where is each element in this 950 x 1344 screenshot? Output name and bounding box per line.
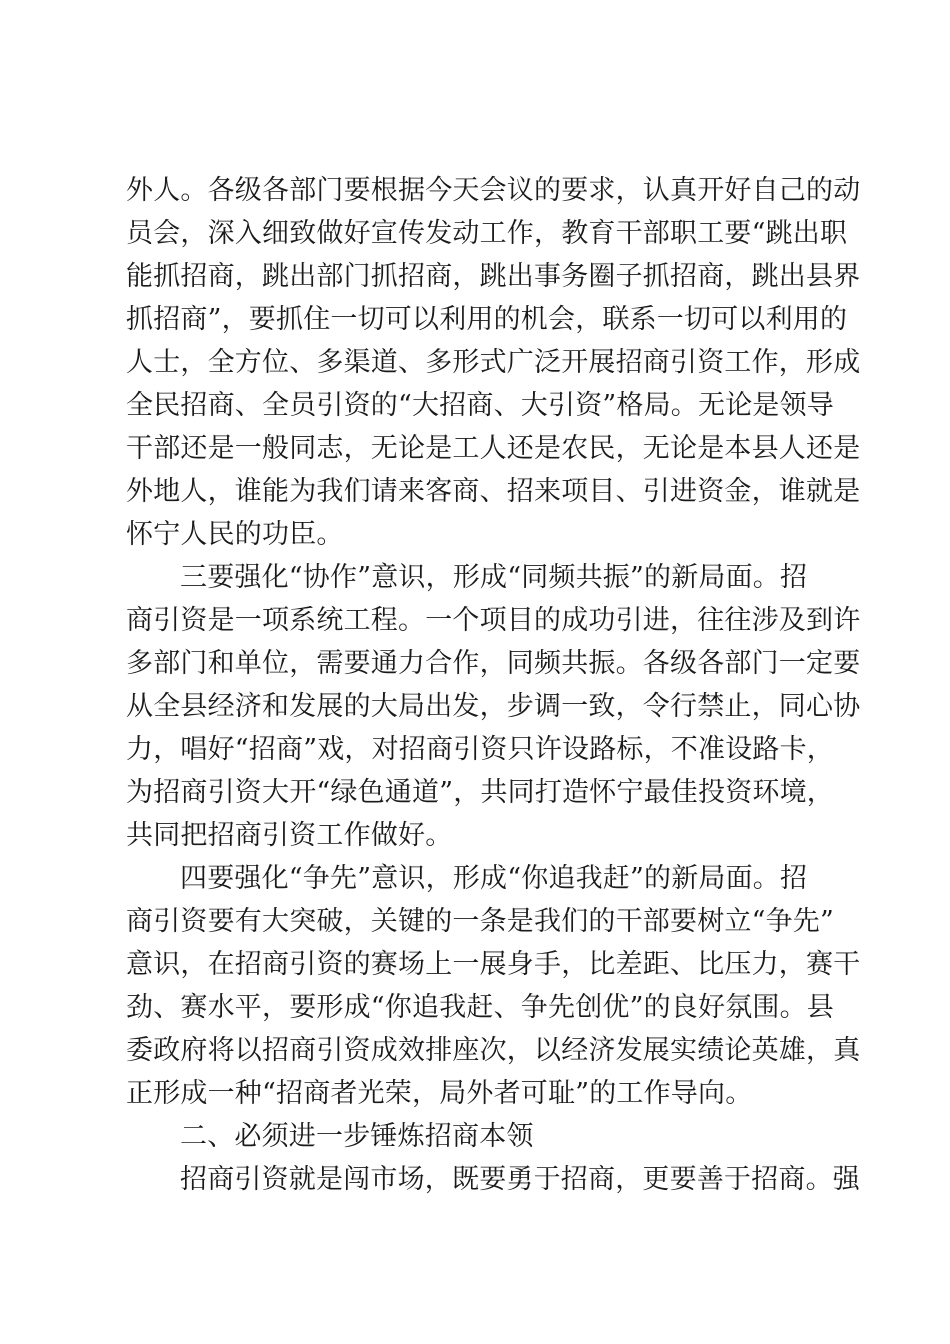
text-line: 干部还是一般同志，无论是工人还是农民，无论是本县人还是 [126, 433, 861, 464]
paragraph-start-line: 四要强化“争先”意识，形成“你追我赶”的新局面。招 [180, 863, 808, 894]
paragraph-start-line: 招商引资就是闯市场，既要勇于招商，更要善于招商。强 [180, 1164, 860, 1195]
paragraph-start-line: 三要强化“协作”意识，形成“同频共振”的新局面。招 [180, 562, 808, 593]
text-line: 劲、赛水平，要形成“你追我赶、争先创优”的良好氛围。县 [126, 992, 835, 1023]
text-line: 怀宁人民的功臣。 [126, 519, 344, 550]
text-line: 外人。各级各部门要根据今天会议的要求，认真开好自己的动 [126, 175, 861, 206]
text-line: 商引资是一项系统工程。一个项目的成功引进，往往涉及到许 [126, 605, 861, 636]
text-line: 从全县经济和发展的大局出发，步调一致，令行禁止，同心协 [126, 691, 861, 722]
text-line: 能抓招商，跳出部门抓招商，跳出事务圈子抓招商，跳出县界 [126, 261, 861, 292]
text-line: 意识，在招商引资的赛场上一展身手，比差距、比压力，赛干 [126, 949, 861, 980]
text-line: 委政府将以招商引资成效排座次，以经济发展实绩论英雄，真 [126, 1035, 861, 1066]
text-line: 商引资要有大突破，关键的一条是我们的干部要树立“争先” [126, 906, 835, 937]
text-line: 多部门和单位，需要通力合作，同频共振。各级各部门一定要 [126, 648, 861, 679]
text-line: 全民招商、全员引资的“大招商、大引资”格局。无论是领导 [126, 390, 835, 421]
text-line: 员会，深入细致做好宣传发动工作，教育干部职工要“跳出职 [126, 218, 848, 249]
text-line: 共同把招商引资工作做好。 [126, 820, 453, 851]
text-line: 力，唱好“招商”戏，对招商引资只许设路标，不准设路卡， [126, 734, 835, 765]
section-heading: 二、必须进一步锤炼招商本领 [180, 1121, 534, 1152]
text-line: 外地人，谁能为我们请来客商、招来项目、引进资金，谁就是 [126, 476, 861, 507]
text-line: 正形成一种“招商者光荣，局外者可耻”的工作导向。 [126, 1078, 753, 1109]
text-line: 抓招商”，要抓住一切可以利用的机会，联系一切可以利用的 [126, 304, 848, 335]
text-line: 人士，全方位、多渠道、多形式广泛开展招商引资工作，形成 [126, 347, 861, 378]
text-line: 为招商引资大开“绿色通道”，共同打造怀宁最佳投资环境， [126, 777, 835, 808]
